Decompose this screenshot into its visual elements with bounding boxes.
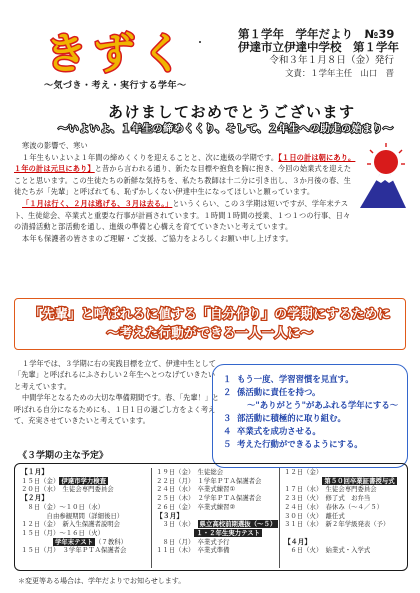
schedule-text: 【４月】	[284, 537, 312, 546]
schedule-text: 【２月】	[21, 494, 49, 503]
text: というくらい、この３学期は短いですが、学年末テスト、生徒総会、卒業式と重要な行事が計画されています。１時間１時間の授業、１つ１つの行事、日々の清掃活動と部活動を通し、進級の準備と心構えを育てていきたいと考えています。	[14, 198, 351, 232]
text: 寒波の影響で、寒い	[22, 141, 88, 150]
schedule-entry	[284, 485, 405, 494]
schedule-highlight: 伊達市学力検査	[61, 476, 107, 485]
masthead	[0, 0, 420, 96]
schedule-entry	[156, 468, 279, 477]
logo-text: きずく	[44, 29, 190, 78]
schedule-month-heading	[156, 512, 279, 521]
schedule-title: 《３学期の主な予定》	[18, 451, 109, 461]
schedule-text: １２日（金） 新入生保護者説明会	[21, 520, 121, 529]
text: と昔から言われる通り、新たな目標や抱負を胸に抱き、今回の始業式を迎えたことと思います。この生徒たちの新鮮な気持ちを、私たち教師は十二分に引き出し、３か月後の春、生徒たちが「先輩」と呼ばれても、恥ずかしくない伊達中生になってほしいと願っています。	[14, 164, 352, 197]
schedule-text: ２０日（水） 生徒会専門委員会	[21, 485, 114, 494]
schedule-text: （７教科）	[95, 537, 127, 546]
schedule-entry	[284, 512, 405, 521]
theme-line-2: 〜考えた行動ができる一人一人に〜	[106, 325, 314, 340]
schedule-entry	[284, 494, 405, 503]
goal-number: １	[223, 374, 232, 384]
schedule-column-feb-mar	[151, 468, 279, 568]
text: 本年も保護者の皆さまのご理解・ご支援、ご協力をよろしくお願い申し上げます。	[22, 233, 293, 243]
schedule-entry	[21, 485, 149, 494]
goal-text: 部活動に積極的に取り組む。	[237, 413, 346, 423]
schedule-entry	[284, 468, 405, 477]
theme-line-1: 「先輩」と呼ばれるに値する「自分作り」の学期にするために	[29, 306, 391, 321]
schedule-column-jan-feb	[21, 468, 149, 555]
issue-info	[238, 28, 408, 80]
schedule-text: ２４日（水） 卒業式練習①	[156, 485, 236, 494]
schedule-month-heading	[21, 494, 149, 503]
paragraph: １学年では、３学期に右の実践目標を立て、伊達中生として「先輩」と呼ばれるにふさわしい２年生へとつなげていきたいと考えています。	[14, 359, 216, 391]
schedule-entry	[156, 546, 279, 555]
schedule-text	[21, 538, 53, 546]
practice-goals-box	[212, 364, 408, 468]
schedule-text	[156, 529, 194, 537]
schedule-entry	[156, 520, 279, 529]
text: １年生もいよいよ１年間の締めくくりを迎えることと、次に進級の学期です。	[22, 152, 279, 162]
schedule-text: ２３日（火） 修了式 お弁当	[284, 494, 371, 503]
schedule-text	[284, 529, 286, 537]
goal-item	[223, 412, 401, 425]
schedule-month-heading	[21, 468, 149, 477]
schedule-highlight: 第５０回卒業証書授与式	[324, 476, 395, 485]
schedule-entry	[21, 546, 149, 555]
schedule-text: ３０日（火） 離任式	[284, 511, 345, 520]
goal-text: 卒業式を成功させる。	[237, 426, 321, 436]
paragraph	[14, 140, 356, 152]
goal-number: ４	[223, 426, 232, 436]
schedule-entry	[284, 503, 405, 512]
schedule-text: ２６日（金） 卒業式練習②	[156, 502, 236, 511]
greeting-body	[14, 140, 356, 244]
schedule-text: ２２日（月） １学年ＰＴＡ保護者会	[156, 476, 262, 485]
issue-number: 第１学年 学年だより №39	[238, 27, 395, 41]
schedule-entry	[156, 494, 279, 503]
schedule-text: ３１日（水） 新２年学級発表（予）	[284, 520, 390, 529]
schedule-entry	[156, 485, 279, 494]
schedule-text: １１日（木） 卒業式準備	[156, 546, 230, 555]
schedule-text	[284, 477, 322, 485]
schedule-text: ３日（水）	[156, 520, 198, 529]
goal-item	[223, 386, 401, 399]
goal-subtext: 〜"ありがとう"があふれる学年にする〜	[247, 400, 399, 410]
proverb-highlight: 【１日の計は朝にあり。１年の計は元旦にあり】	[14, 152, 356, 174]
goals-intro	[14, 358, 222, 426]
schedule-entry	[21, 520, 149, 529]
mount-fuji-sunrise-icon	[356, 140, 408, 212]
schedule-text: ８日（金）〜１０日（水）	[21, 502, 105, 511]
goal-item	[223, 438, 401, 451]
change-note: ＊変更等ある場合は、学年だよりでお知らせします。	[18, 577, 186, 585]
goal-text: 考えた行動ができるようにする。	[237, 439, 363, 449]
slogan: 〜気づき・考え・実行する学年〜	[44, 81, 187, 91]
goal-item	[223, 425, 401, 438]
goal-text: 係活動に責任を持つ。	[237, 387, 321, 397]
schedule-highlight: １・２年生実力テスト	[196, 528, 260, 537]
goal-number: ３	[223, 413, 232, 423]
goal-number: ２	[223, 387, 232, 397]
schedule-text: ８日（月） 卒業式予行	[156, 537, 230, 546]
schedule-text: １５日（月）〜１６日（火）	[21, 528, 105, 537]
schedule-text: ２５日（木） ２学年ＰＴＡ保護者会	[156, 494, 262, 503]
schedule-entry	[21, 503, 149, 512]
schedule-entry	[156, 503, 279, 512]
schedule-text: ２４日（水） 春休み（〜４／５）	[284, 502, 384, 511]
schedule-text: １９日（金） 生徒総会	[156, 468, 224, 476]
schedule-text: １７日（水） 生徒会専門委員会	[284, 485, 377, 494]
paragraph: 中間学年となるための大切な準備期間です。春、「先輩！」と呼ばれる自分になるためにも、１日１日の過ごし方をよく考えて、充実させていきたいと考えています。	[14, 393, 220, 426]
schedule-text: １５日（金）	[21, 476, 60, 485]
term-theme-banner	[14, 298, 406, 350]
schedule-entry	[21, 512, 149, 521]
schedule-highlight: 県立高校前期選抜（〜５）	[199, 520, 277, 529]
school-name: 伊達市立伊達中学校 第１学年	[238, 40, 399, 54]
schedule-text: ６日（火） 始業式・入学式	[284, 546, 371, 555]
schedule-text: 自由参観期間（詳細後日）	[21, 511, 124, 520]
schedule-entry	[284, 529, 405, 538]
greeting-title: あけましておめでとうございます	[108, 103, 356, 121]
saying-highlight: 「１月は行く、２月は逃げる、３月は去る。」	[22, 198, 173, 208]
goal-item	[223, 373, 401, 386]
schedule-entry	[21, 529, 149, 538]
logo-graphic	[22, 24, 212, 84]
goal-number: ５	[223, 439, 232, 449]
issue-date: 令和３年１月８日（金）発行	[269, 55, 394, 66]
paragraph	[14, 198, 356, 233]
schedule-box	[14, 463, 408, 571]
schedule-text: １５日（月） ３学年ＰＴＡ保護者会	[21, 546, 127, 555]
schedule-text: 【１月】	[21, 468, 49, 476]
goal-text: もう一度、学習習慣を見直す。	[237, 374, 354, 384]
schedule-text: １２日（金）	[284, 468, 323, 476]
issue-author: 文責：１学年主任 山口 晋	[285, 68, 394, 78]
greeting-subtitle: 〜いよいよ、１年生の締めくくり、そして、２年生への助走の始まり〜	[58, 124, 394, 135]
schedule-text: 【３月】	[156, 511, 184, 520]
paragraph	[14, 233, 356, 245]
schedule-entry	[284, 546, 405, 555]
schedule-entry	[156, 529, 279, 538]
schedule-column-mar-apr	[279, 468, 405, 568]
paragraph	[14, 152, 356, 198]
schedule-entry	[284, 520, 405, 529]
schedule-highlight: 学年末テスト	[54, 537, 94, 546]
newsletter-logo	[22, 24, 212, 84]
